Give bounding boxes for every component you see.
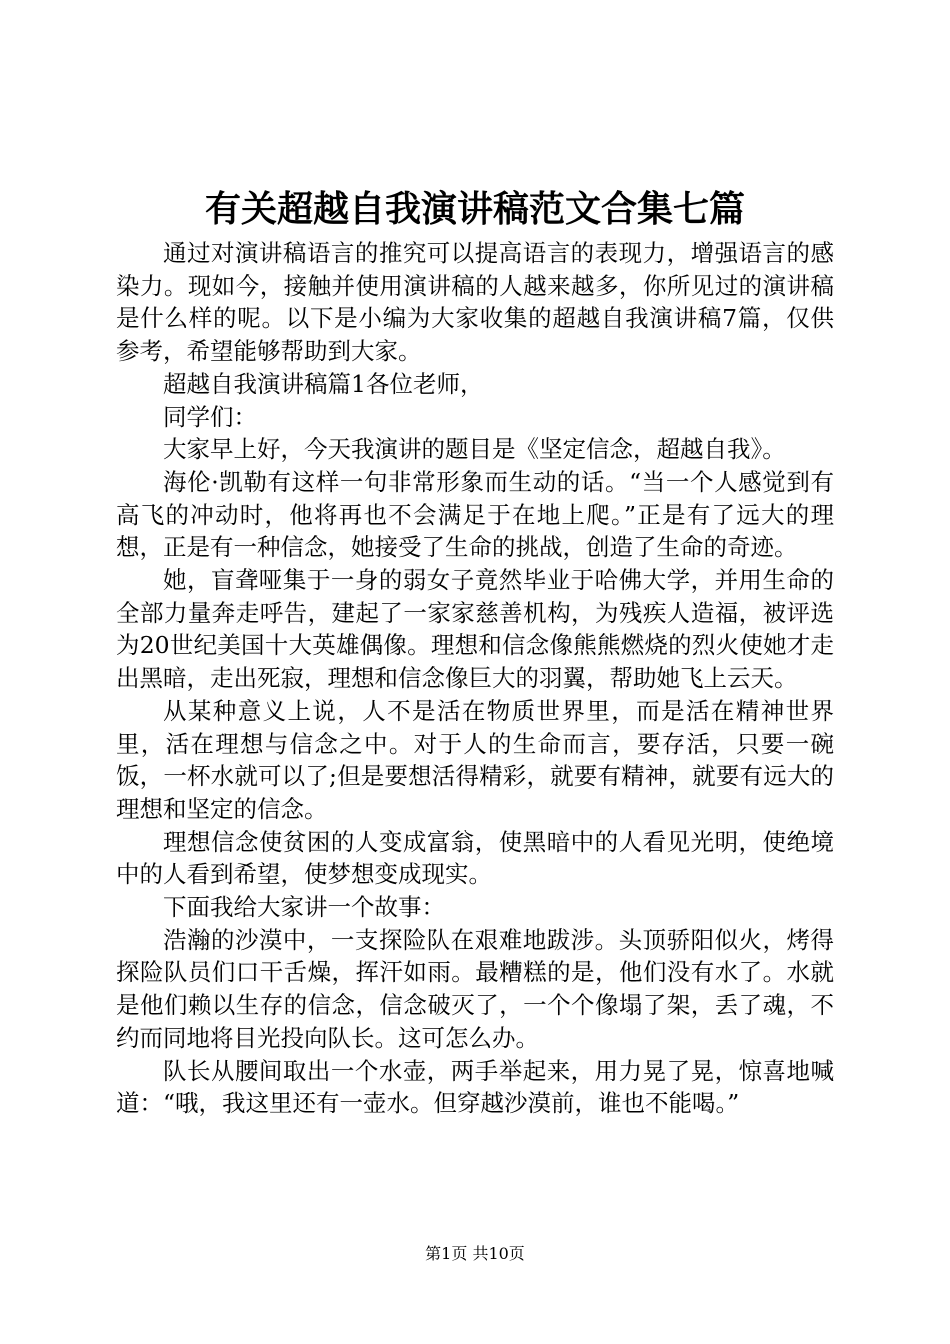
- page-number-footer: 第1页 共10页: [425, 1244, 525, 1263]
- paragraph-desert-story: 浩瀚的沙漠中，一支探险队在艰难地跋涉。头顶骄阳似火，烤得探险队员们口干舌燥，挥汗如雨。最糟糕的是，他们没有水了。水就是他们赖以生存的信念，信念破灭了，一个个像塌了架，丢了魂，不约而同地将目光投向队长。这可怎么办。: [116, 925, 834, 1052]
- paragraph-helen-keller-quote: 海伦·凯勒有这样一句非常形象而生动的话。“当一个人感觉到有高飞的冲动时，他将再也不会满足于在地上爬。”正是有了远大的理想，正是有一种信念，她接受了生命的挑战，创造了生命的奇迹。: [116, 467, 834, 562]
- paragraph-helen-keller-story: 她，盲聋哑集于一身的弱女子竟然毕业于哈佛大学，并用生命的全部力量奔走呼告，建起了一家家慈善机构，为残疾人造福，被评选为20世纪美国十大英雄偶像。理想和信念像熊熊燃烧的烈火使她才走出黑暗，走出死寂，理想和信念像巨大的羽翼，帮助她飞上云天。: [116, 566, 834, 693]
- paragraph-story-intro: 下面我给大家讲一个故事：: [163, 893, 445, 922]
- document-title: 有关超越自我演讲稿范文合集七篇: [204, 188, 745, 230]
- paragraph-intro: 通过对演讲稿语言的推究可以提高语言的表现力，增强语言的感染力。现如今，接触并使用演讲稿的人越来越多，你所见过的演讲稿是什么样的呢。以下是小编为大家收集的超越自我演讲稿7篇，仅供参考，希望能够帮助到大家。: [116, 239, 834, 366]
- paragraph-topic: 大家早上好，今天我演讲的题目是《坚定信念，超越自我》。: [163, 435, 786, 464]
- paragraph-greeting: 同学们：: [163, 402, 257, 431]
- paragraph-spiritual-world: 从某种意义上说，人不是活在物质世界里，而是活在精神世界里，活在理想与信念之中。对于人的生命而言，要存活，只要一碗饭，一杯水就可以了;但是要想活得精彩，就要有精神，就要有远大的理想和坚定的信念。: [116, 696, 834, 823]
- paragraph-captain-water: 队长从腰间取出一个水壶，两手举起来，用力晃了晃，惊喜地喊道：“哦，我这里还有一壶水。但穿越沙漠前，谁也不能喝。”: [116, 1056, 834, 1118]
- document-body: [116, 237, 834, 1120]
- paragraph-ideals-power: 理想信念使贫困的人变成富翁，使黑暗中的人看见光明，使绝境中的人看到希望，使梦想变成现实。: [116, 827, 834, 889]
- paragraph-speech-heading: 超越自我演讲稿篇1各位老师，: [163, 369, 484, 398]
